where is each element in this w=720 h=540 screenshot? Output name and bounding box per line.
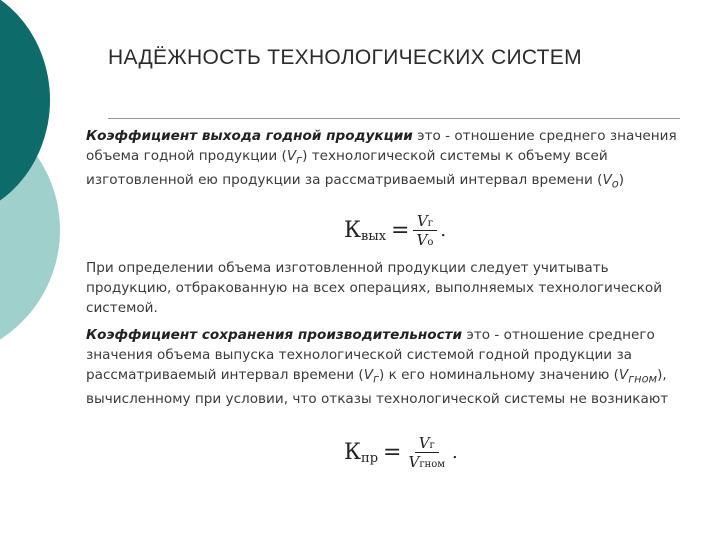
p1-var2-sub: о — [611, 176, 619, 191]
p3-var: V — [363, 367, 373, 383]
term-yield-coefficient: Коэффициент выхода годной продукции — [86, 128, 413, 144]
formula2-fraction — [404, 434, 449, 471]
p1-var-sub: г — [296, 152, 303, 167]
formula1-k: К — [344, 218, 362, 243]
term-productivity-coefficient: Коэффициент сохранения производительности — [86, 327, 463, 343]
slide-title: НАДЁЖНОСТЬ ТЕХНОЛОГИЧЕСКИХ СИСТЕМ — [108, 46, 582, 69]
formula-productivity — [344, 434, 458, 471]
paragraph-productivity-coefficient — [86, 325, 696, 409]
formula1-numerator: Vг — [413, 212, 437, 231]
formula2-eq: = — [383, 440, 402, 465]
p3-text-c: ), вычисленному при условии, что отказы технологической системы не возникают — [86, 367, 669, 407]
paragraph-volume-note: При определении объема изготовленной продукции следует учитывать продукцию, отбракованную на всех операциях, выполняемых технологической системой. — [86, 260, 663, 316]
p1-text-a: это - отношение среднего значения объема годной продукции ( — [86, 128, 677, 164]
formula1-fraction — [412, 212, 437, 249]
p3-text-a: это - отношение среднего значения объема выпуска технологической системой годной продукции за рассматриваемый интервал времени ( — [86, 327, 655, 383]
p1-text-b: ) технологической системы к объему всей изготовленной ею продукции за рассматриваемый интервал времени ( — [86, 148, 608, 188]
formula-yield — [344, 212, 446, 249]
formula2-end: . — [452, 442, 458, 463]
p1-var: V — [286, 148, 297, 164]
formula2-k: К — [344, 440, 362, 465]
p3-var-sub: г — [373, 371, 379, 386]
p3-var2-sub: гном — [628, 371, 658, 386]
title-divider — [108, 118, 680, 119]
formula2-sub: пр — [361, 451, 379, 466]
formula1-end: . — [440, 220, 447, 241]
formula2-denominator: Vгном — [408, 453, 446, 471]
formula1-denominator: Vо — [416, 231, 434, 249]
paragraph-yield-coefficient — [86, 126, 696, 193]
p1-text-c: ) — [618, 171, 625, 188]
formula1-eq: = — [391, 218, 410, 243]
formula2-numerator: Vг — [415, 434, 439, 453]
formula1-sub: вых — [361, 229, 387, 244]
p1-var2: V — [602, 171, 612, 188]
p3-var2: V — [618, 367, 629, 383]
p3-text-b: ) к его номинальному значению ( — [378, 367, 619, 383]
